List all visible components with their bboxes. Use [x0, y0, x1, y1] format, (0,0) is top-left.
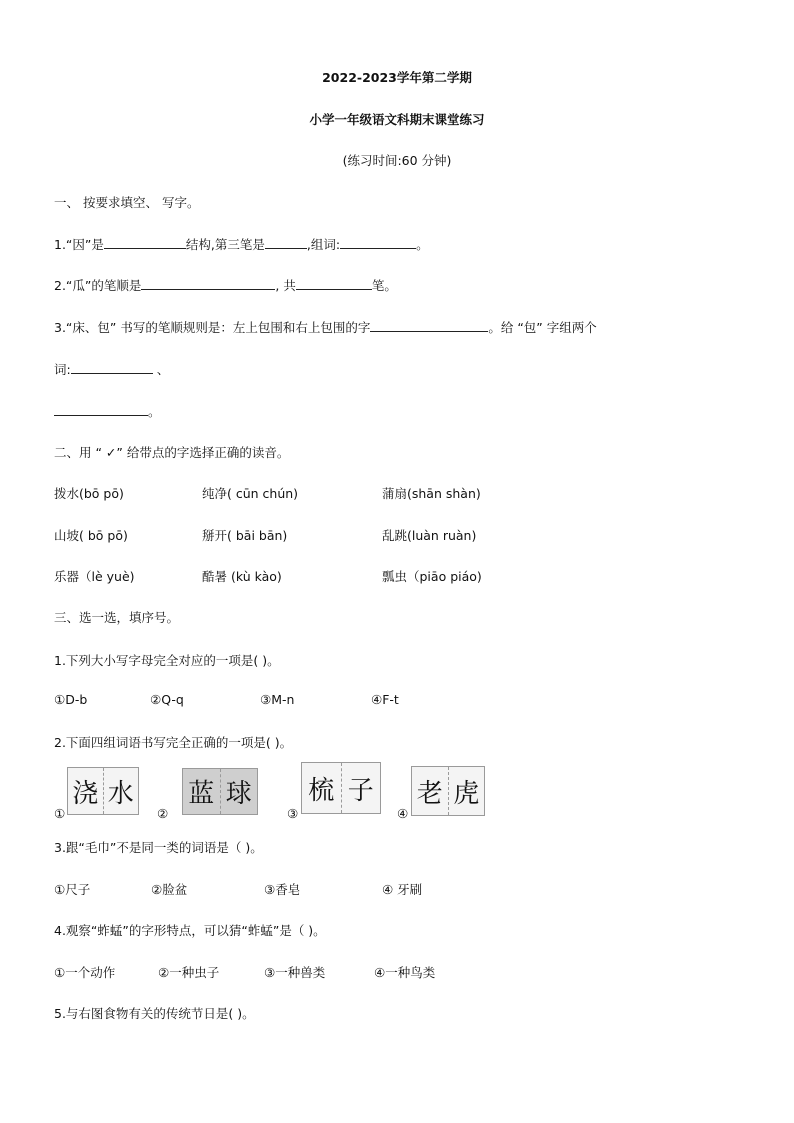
pinyin-item[interactable]: 拨水(bō pō)	[54, 486, 124, 501]
question-text: 。	[148, 404, 161, 419]
question-text: 3.“床、包” 书写的笔顺规则是：左上包围和右上包围的字	[54, 320, 371, 335]
exam-time-note: (练习时间:60 分钟)	[342, 153, 452, 168]
question-1-3-last	[54, 402, 161, 420]
section1-heading: 一、 按要求填空、 写字。	[54, 195, 200, 210]
pinyin-item[interactable]: 蒲扇(shān shàn)	[382, 486, 481, 501]
question-text: 2.“瓜”的笔顺是	[54, 278, 142, 293]
question-text: 结构,第三笔是	[185, 237, 265, 252]
pinyin-item[interactable]: 乐器（lè yuè)	[54, 569, 135, 584]
handwritten-char: 老	[416, 778, 443, 809]
pinyin-item[interactable]: 掰开( bāi bān)	[202, 528, 288, 543]
answer-blank[interactable]	[71, 360, 153, 374]
section2-heading: 二、用 “ ✓” 给带点的字选择正确的读音。	[54, 445, 290, 460]
choice-option[interactable]: ①D-b	[54, 692, 88, 707]
pinyin-item[interactable]: 纯净( cūn chún)	[202, 486, 299, 501]
choice-number: ③	[287, 806, 299, 821]
exam-term-title: 2022-2023学年第二学期	[322, 70, 472, 85]
section3-heading: 三、选一选，填序号。	[54, 610, 180, 625]
question-text: 词:	[54, 362, 71, 377]
handwriting-choice-2-image[interactable]	[182, 768, 258, 815]
answer-blank[interactable]	[340, 235, 416, 249]
answer-blank[interactable]	[370, 318, 488, 332]
choice-option[interactable]: ③香皂	[264, 882, 301, 897]
question-text: 、	[152, 362, 170, 377]
question-3-1: 1.下列大小写字母完全对应的一项是( )。	[54, 653, 280, 668]
question-3-2: 2.下面四组词语书写完全正确的一项是( )。	[54, 735, 293, 750]
choice-number: ①	[54, 806, 66, 821]
question-3-5: 5.与右图食物有关的传统节日是( )。	[54, 1006, 255, 1021]
choice-option[interactable]: ④ 牙刷	[382, 882, 423, 897]
question-text: 笔。	[371, 278, 397, 293]
question-1-2	[54, 276, 397, 294]
handwritten-char: 浇	[72, 778, 99, 809]
choice-option[interactable]: ④一种鸟类	[374, 965, 436, 980]
answer-blank[interactable]	[54, 402, 148, 416]
handwritten-char: 球	[220, 769, 258, 814]
exam-subtitle: 小学一年级语文科期末课堂练习	[309, 112, 485, 127]
question-text: ,组词:	[306, 237, 341, 252]
choice-option[interactable]: ②脸盆	[151, 882, 188, 897]
question-1-3-continued	[54, 360, 169, 378]
question-text: 。	[416, 237, 429, 252]
handwritten-char: 子	[341, 763, 381, 813]
choice-option[interactable]: ④F-t	[371, 692, 399, 707]
handwriting-choice-4-image[interactable]	[411, 766, 485, 816]
choice-option[interactable]: ②一种虫子	[158, 965, 220, 980]
question-text: 。给 “包” 字组两个	[488, 320, 597, 335]
choice-option[interactable]: ②Q-q	[150, 692, 184, 707]
pinyin-item[interactable]: 酷暑 (kù kào)	[202, 569, 282, 584]
question-3-4: 4.观察“蚱蜢”的字形特点，可以猜“蚱蜢”是（ )。	[54, 923, 326, 938]
handwriting-choice-3-image[interactable]	[301, 762, 381, 814]
pinyin-item[interactable]: 瓢虫（piāo piáo)	[382, 569, 482, 584]
pinyin-item[interactable]: 乱跳(luàn ruàn)	[382, 528, 477, 543]
handwritten-char: 水	[103, 768, 139, 814]
choice-option[interactable]: ③M-n	[260, 692, 295, 707]
question-1-1	[54, 235, 429, 253]
question-3-3: 3.跟“毛巾”不是同一类的词语是（ )。	[54, 840, 263, 855]
question-1-3	[54, 318, 597, 336]
handwritten-char: 虎	[448, 767, 485, 815]
answer-blank[interactable]	[104, 235, 186, 249]
choice-option[interactable]: ①一个动作	[54, 965, 116, 980]
answer-blank[interactable]	[141, 276, 275, 290]
handwritten-char: 蓝	[188, 779, 215, 809]
choice-number: ④	[397, 806, 409, 821]
answer-blank[interactable]	[265, 235, 307, 249]
handwriting-choice-1-image[interactable]	[67, 767, 139, 815]
question-text: , 共	[275, 278, 296, 293]
choice-option[interactable]: ③一种兽类	[264, 965, 326, 980]
choice-option[interactable]: ①尺子	[54, 882, 91, 897]
handwritten-char: 梳	[308, 775, 335, 806]
answer-blank[interactable]	[296, 276, 372, 290]
question-text: 1.“因”是	[54, 237, 104, 252]
pinyin-item[interactable]: 山坡( bō pō)	[54, 528, 128, 543]
choice-number: ②	[157, 806, 169, 821]
